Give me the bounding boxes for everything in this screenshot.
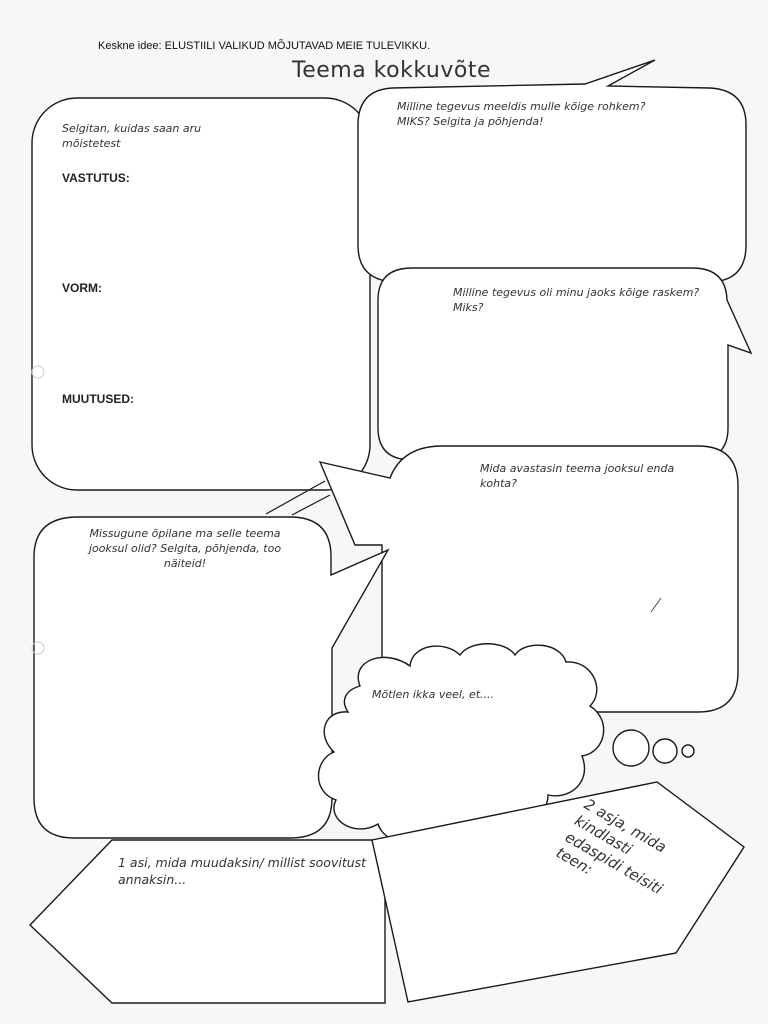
concept-label-vorm: VORM: [62,281,102,295]
discovered-prompt: Mida avastasin teema jooksul enda kohta? [480,462,675,490]
central-idea: Keskne idee: ELUSTIILI VALIKUD MÕJUTAVAD MEIE TULEVIKKU. [98,40,431,52]
concept-label-vastutus: VASTUTUS: [62,171,130,185]
thought-bubble-small [682,745,694,757]
thought-bubble-large [613,730,649,766]
concepts-prompt: Selgitan, kuidas saan aru mõistetest [62,122,202,150]
concept-label-muutused: MUUTUSED: [62,392,134,406]
hardest-activity-prompt: Milline tegevus oli minu jaoks kõige raskem? Miks? [453,286,700,314]
thought-bubble-medium [653,739,677,763]
still-thinking-prompt: Mõtlen ikka veel, et.... [372,688,495,701]
one-change-prompt: 1 asi, mida muudaksin/ millist soovitust annaksin... [118,855,367,887]
two-things-prompt: 2 asja, mida kindlasti edaspidi teisiti teen: [552,795,670,898]
liked-activity-prompt: Milline tegevus meeldis mulle kõige rohkem? MIKS? Selgita ja põhjenda! [397,100,646,128]
liked-activity-bubble [358,60,746,282]
page-title: Teema kokkuvõte [292,58,491,83]
student-type-prompt: Missugune õpilane ma selle teema jooksul olid? Selgita, põhjenda, too näiteid! [88,527,282,570]
